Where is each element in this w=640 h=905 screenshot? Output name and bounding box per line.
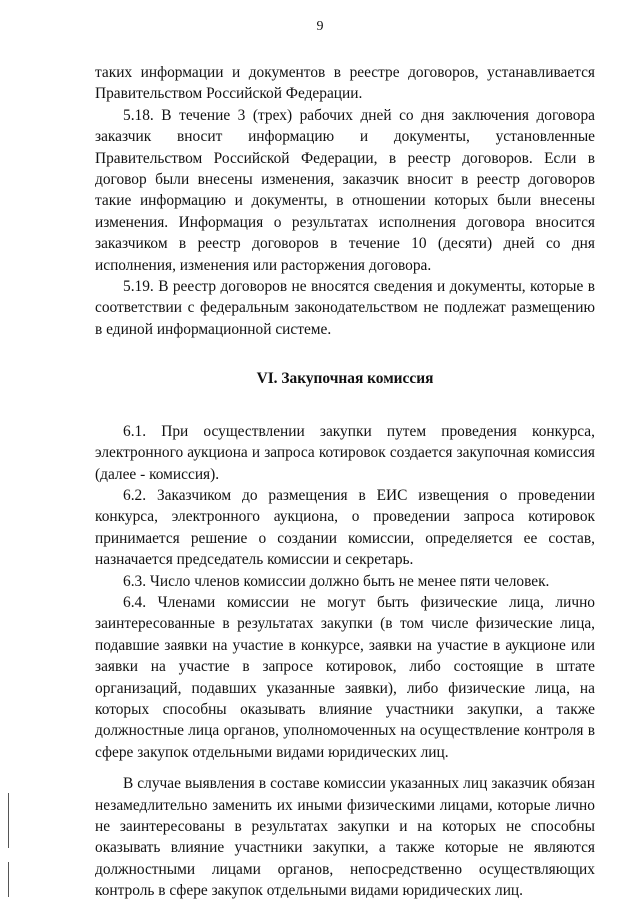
- section-heading: VI. Закупочная комиссия: [256, 370, 434, 388]
- paragraph-continuation: таких информации и документов в реестре договоров, устанавливается Правительством Российской Федерации.: [95, 64, 595, 103]
- paragraph-6-3: 6.3. Число членов комиссии должно быть не менее пяти человек.: [123, 572, 550, 590]
- paragraph-5-19: 5.19. В реестр договоров не вносятся сведения и документы, которые в соответствии с федеральным законодательством не подлежат размещению в единой информационной системе.: [95, 278, 595, 338]
- paragraph-6-4-continued: В случае выявления в составе комиссии указанных лиц заказчик обязан незамедлительно заменить их иными физическими лицами, которые лично не заинтересованы в результатах закупки и на которых не способны оказывать влияние участники закупки, а также которые не являются должностными лицами органов, непосредственно осуществляющих контроль в сфере закупок отдельными видами юридических лиц.: [95, 775, 595, 900]
- paragraph-5-18: 5.18. В течение 3 (трех) рабочих дней со дня заключения договора заказчик вносит информацию и документы, установленные Правительством Российской Федерации, в реестр договоров. Если в договор были внесены изменения, заказчик вносит в реестр договоров такие информацию и документы, в отношении которых были внесены изменения. Информация о результатах исполнения договора вносится заказчиком в реестр договоров в течение 10 (десяти) дней со дня исполнения, изменения или расторжения договора.: [95, 106, 595, 274]
- paragraph-6-4: 6.4. Членами комиссии не могут быть физические лица, лично заинтересованные в результатах закупки (в том числе физические лица, подавшие заявки на участие в конкурсе, заявки на участие в аукционе или заявки на участие в запросе котировок, либо состоящие в штате организаций, подавших указанные заявки), либо физические лица, на которых способны оказывать влияние участники закупки, а также должностные лица органов, уполномоченных на осуществление контроля в сфере закупок отдельными видами юридических лиц.: [95, 593, 595, 761]
- paragraph-6-1: 6.1. При осуществлении закупки путем проведения конкурса, электронного аукциона и запроса котировок создается закупочная комиссия (далее - комиссия).: [95, 422, 595, 483]
- paragraph-6-2: 6.2. Заказчиком до размещения в ЕИС извещения о проведении конкурса, электронного аукциона, о проведении запроса котировок принимается решение о создании комиссии, определяется ее состав, назначается председатель комиссии и секретарь.: [95, 486, 595, 569]
- document-body: [95, 62, 595, 902]
- scan-edge-mark: [8, 793, 9, 848]
- page-number: 9: [316, 19, 324, 34]
- scan-edge-mark: [8, 862, 9, 897]
